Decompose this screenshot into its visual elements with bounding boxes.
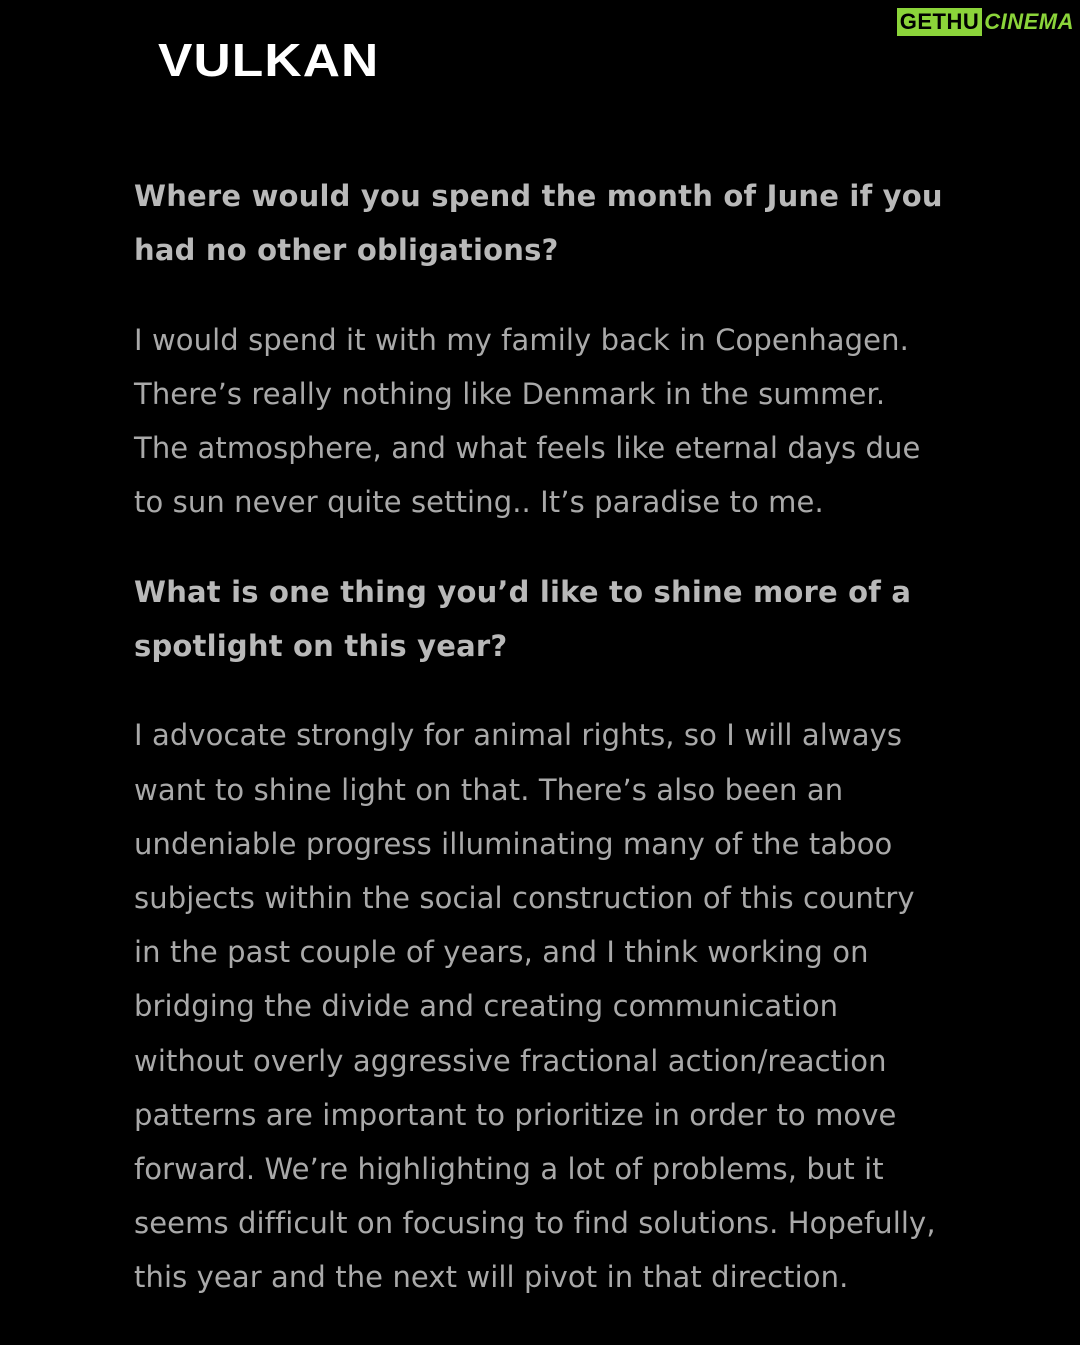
watermark-left-text: GETHU (897, 8, 983, 36)
interview-article (134, 169, 964, 1305)
answer-1-line-2: There’s really nothing like Denmark in the summer. (134, 377, 886, 412)
watermark-logo (897, 8, 1074, 36)
answer-2-line-11: this year and the next will pivot in that direction. (134, 1260, 849, 1295)
answer-2 (134, 708, 964, 1304)
answer-1-line-1: I would spend it with my family back in Copenhagen. (134, 322, 909, 357)
question-1-line-2: had no other obligations? (134, 233, 559, 268)
answer-2-line-6: bridging the divide and creating communication (134, 989, 839, 1024)
question-1 (134, 169, 964, 278)
question-1-line-1: Where would you spend the month of June if you (134, 179, 943, 213)
question-2 (134, 565, 964, 674)
question-2-line-1: What is one thing you’d like to shine more of a (134, 574, 912, 609)
brand-logo: VULKAN (158, 34, 380, 86)
answer-2-line-7: without overly aggressive fractional action/reaction (134, 1043, 887, 1078)
answer-2-line-2: want to shine light on that. There’s also been an (134, 772, 844, 807)
answer-2-line-9: forward. We’re highlighting a lot of problems, but it (134, 1152, 884, 1187)
answer-1-line-3: The atmosphere, and what feels like eternal days due (134, 431, 921, 466)
answer-2-line-1: I advocate strongly for animal rights, so I will always (134, 718, 903, 753)
watermark-right-text: CINEMA (984, 9, 1074, 34)
answer-2-line-4: subjects within the social construction of this country (134, 881, 915, 916)
answer-2-line-3: undeniable progress illuminating many of the taboo (134, 826, 893, 861)
answer-1-line-4: to sun never quite setting.. It’s paradise to me. (134, 485, 824, 520)
answer-1 (134, 313, 964, 530)
answer-2-line-8: patterns are important to prioritize in order to move (134, 1097, 897, 1132)
answer-2-line-5: in the past couple of years, and I think working on (134, 935, 869, 970)
answer-2-line-10: seems difficult on focusing to find solutions. Hopefully, (134, 1206, 936, 1241)
question-2-line-2: spotlight on this year? (134, 629, 508, 664)
